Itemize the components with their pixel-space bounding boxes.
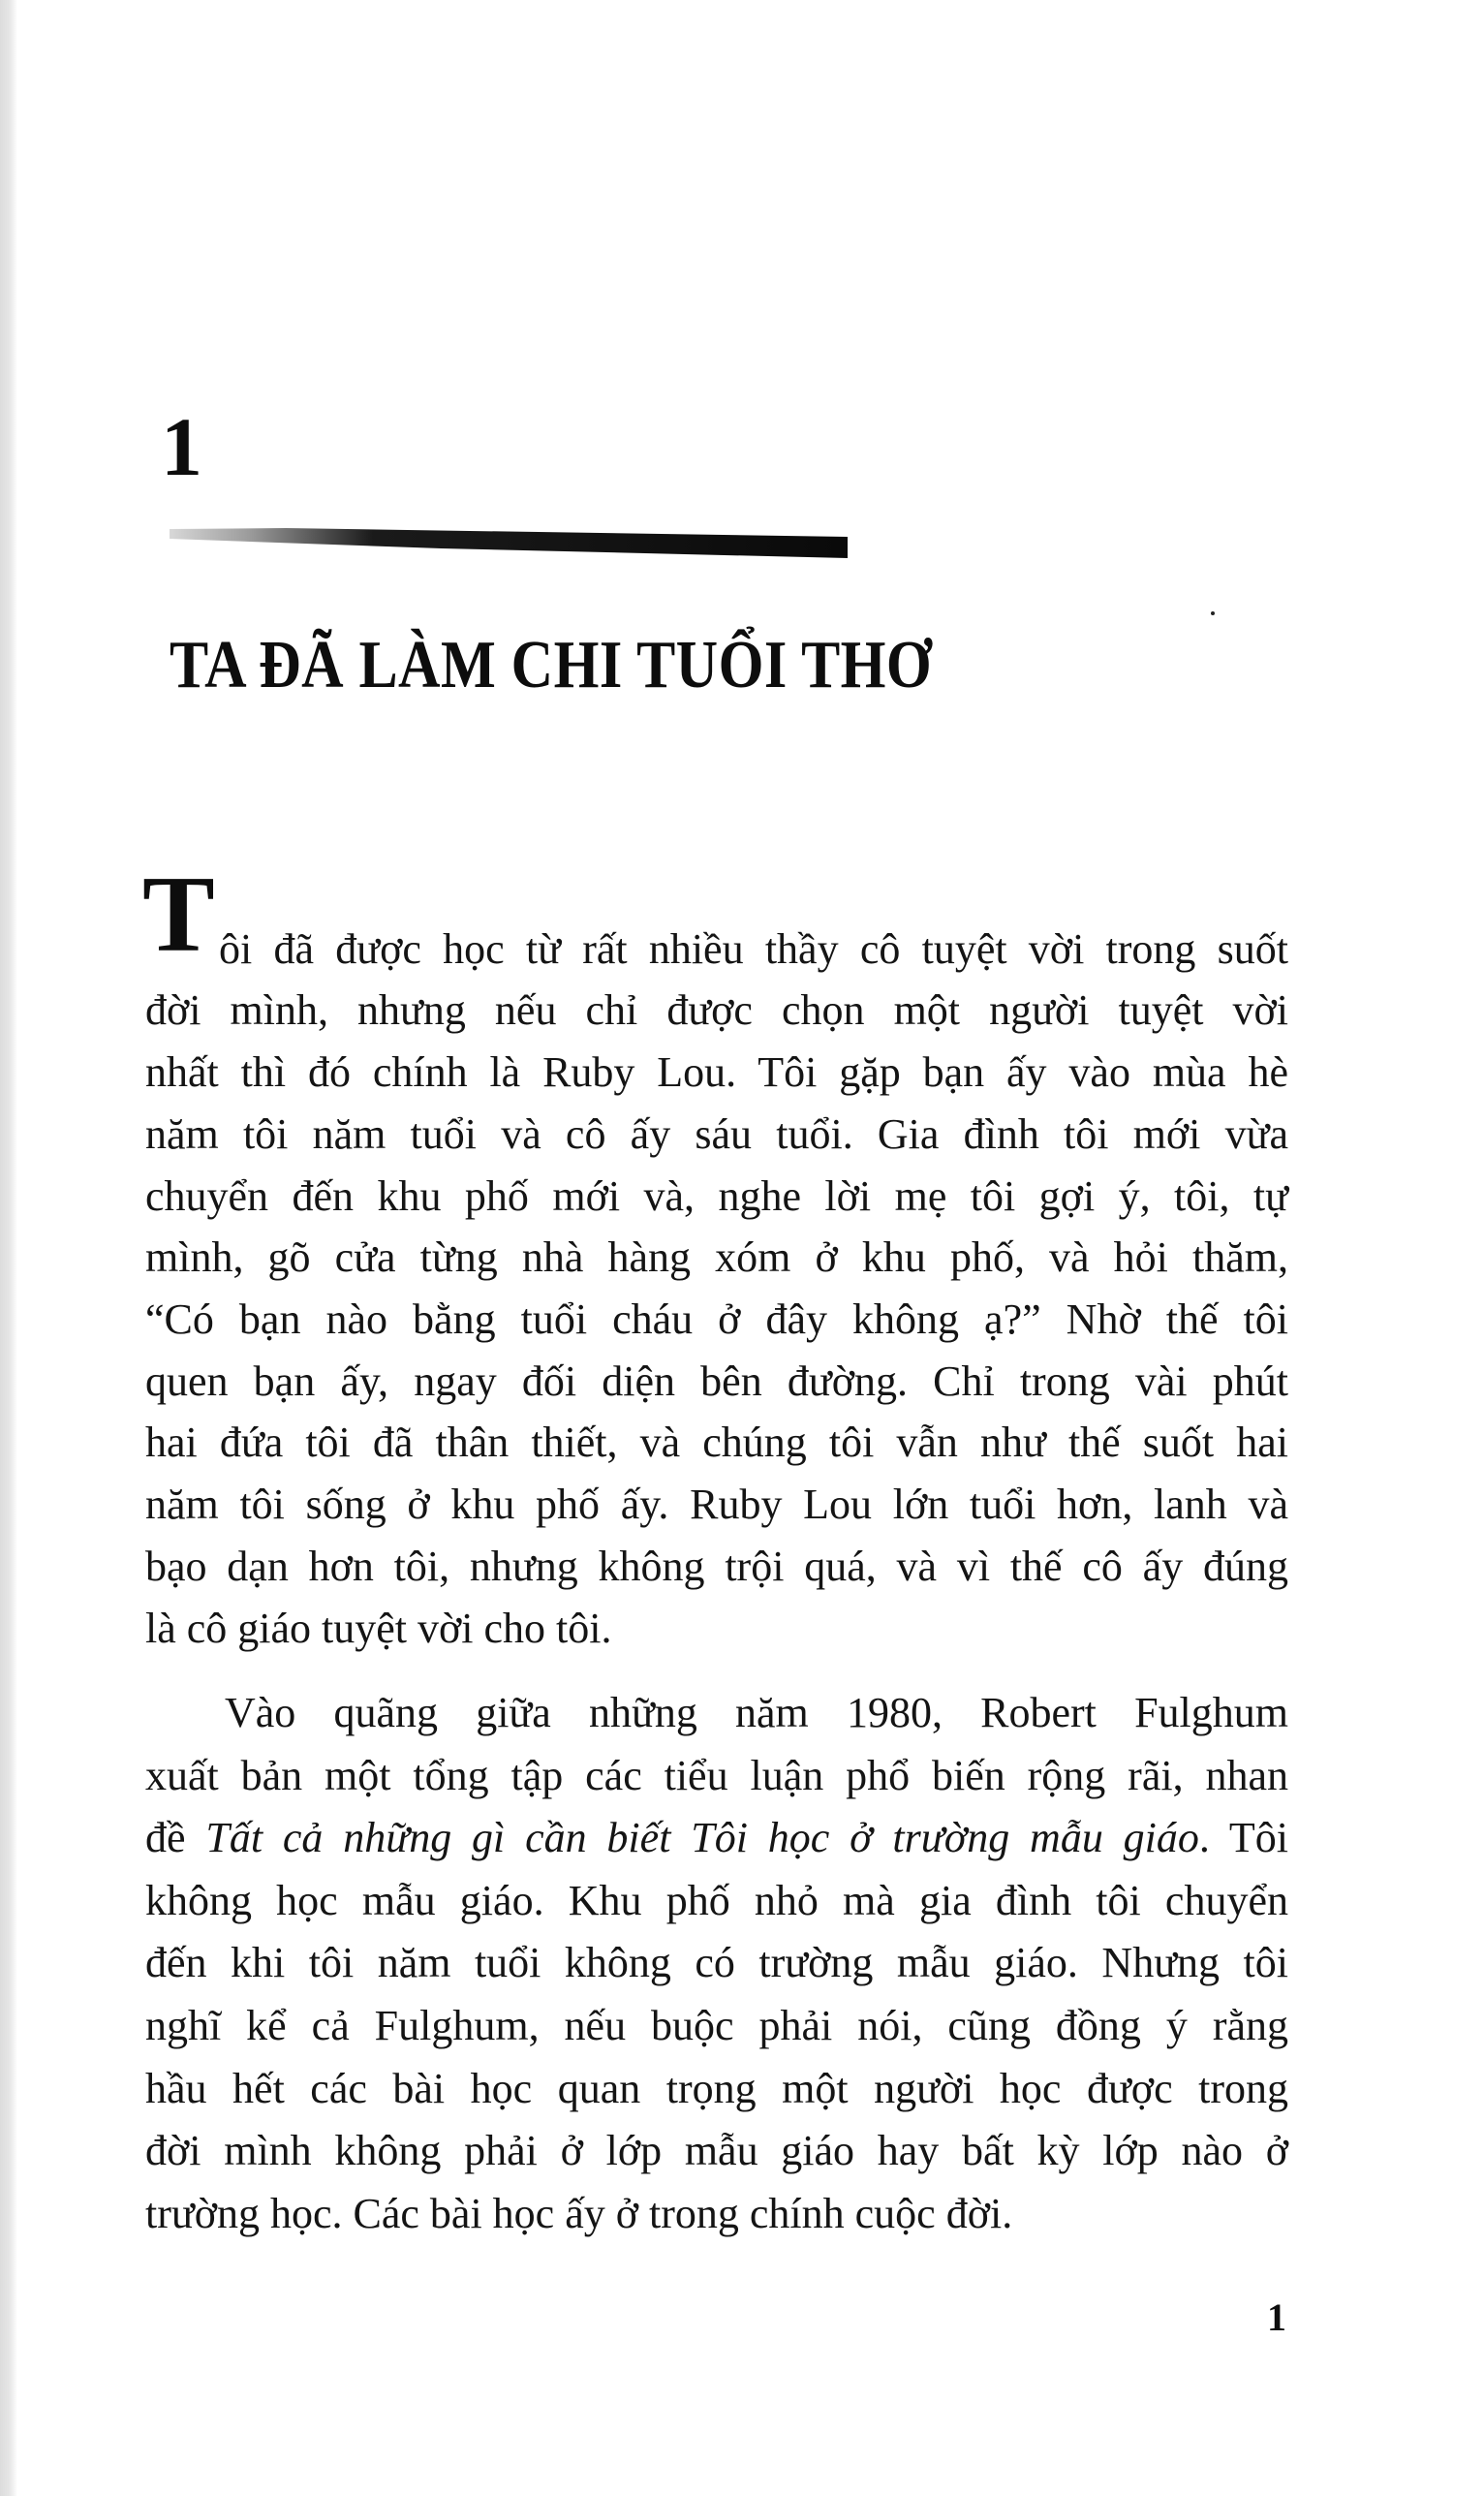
text-line: năm tôi sống ở khu phố ấy. Ruby Lou lớn tuổi hơn, lanh và: [145, 1481, 1288, 1528]
text-line: trường học. Các bài học ấy ở trong chính cuộc đời.: [145, 2190, 1013, 2237]
chapter-rule-divider: [170, 523, 848, 562]
text-line: quen bạn ấy, ngay đối diện bên đường. Chỉ trong vài phút: [145, 1357, 1288, 1405]
text-line: bạo dạn hơn tôi, nhưng không trội quá, và vì thế cô ấy đúng: [145, 1543, 1288, 1590]
book-title-italic: Tất cả những gì cần biết Tôi học ở trường mẫu giáo: [205, 1814, 1199, 1861]
text-fragment: . Tôi: [1198, 1814, 1289, 1861]
text-line: không học mẫu giáo. Khu phố nhỏ mà gia đình tôi chuyển: [145, 1877, 1288, 1924]
page-edge-shadow: [0, 0, 17, 2496]
page-number: 1: [1267, 2295, 1286, 2339]
text-line: đời mình, nhưng nếu chỉ được chọn một người tuyệt vời: [145, 986, 1288, 1034]
text-line: “Có bạn nào bằng tuổi cháu ở đây không ạ?” Nhờ thế tôi: [145, 1295, 1288, 1343]
text-line: chuyển đến khu phố mới và, nghe lời mẹ tôi gợi ý, tôi, tự: [145, 1172, 1288, 1220]
text-line: xuất bản một tổng tập các tiểu luận phổ biến rộng rãi, nhan: [145, 1752, 1288, 1799]
text-line: hai đứa tôi đã thân thiết, và chúng tôi vẫn như thế suốt hai: [145, 1419, 1288, 1466]
text-line: đến khi tôi năm tuổi không có trường mẫu giáo. Nhưng tôi: [145, 1939, 1288, 1986]
text-line: ôi đã được học từ rất nhiều thầy cô tuyệt vời trong suốt: [219, 925, 1288, 973]
chapter-number: 1: [161, 400, 202, 493]
text-line: nhất thì đó chính là Ruby Lou. Tôi gặp bạn ấy vào mùa hè: [145, 1048, 1288, 1096]
text-line: hầu hết các bài học quan trọng một người học được trong: [145, 2065, 1288, 2112]
scan-speck: [1211, 611, 1215, 615]
text-line: mình, gõ cửa từng nhà hàng xóm ở khu phố, và hỏi thăm,: [145, 1233, 1288, 1281]
text-line: đời mình không phải ở lớp mẫu giáo hay bất kỳ lớp nào ở: [145, 2127, 1288, 2174]
text-line: Vào quãng giữa những năm 1980, Robert Fulghum: [225, 1689, 1288, 1736]
text-line: năm tôi năm tuổi và cô ấy sáu tuổi. Gia đình tôi mới vừa: [145, 1110, 1288, 1158]
text-fragment: đề: [145, 1814, 206, 1861]
drop-cap: T: [142, 855, 215, 975]
text-line: nghĩ kể cả Fulghum, nếu buộc phải nói, cũng đồng ý rằng: [145, 2002, 1288, 2049]
text-line-with-book-title: [145, 1814, 1289, 1861]
chapter-title: TA ĐÃ LÀM CHI TUỔI THƠ: [170, 628, 933, 702]
text-line: là cô giáo tuyệt vời cho tôi.: [145, 1605, 612, 1652]
